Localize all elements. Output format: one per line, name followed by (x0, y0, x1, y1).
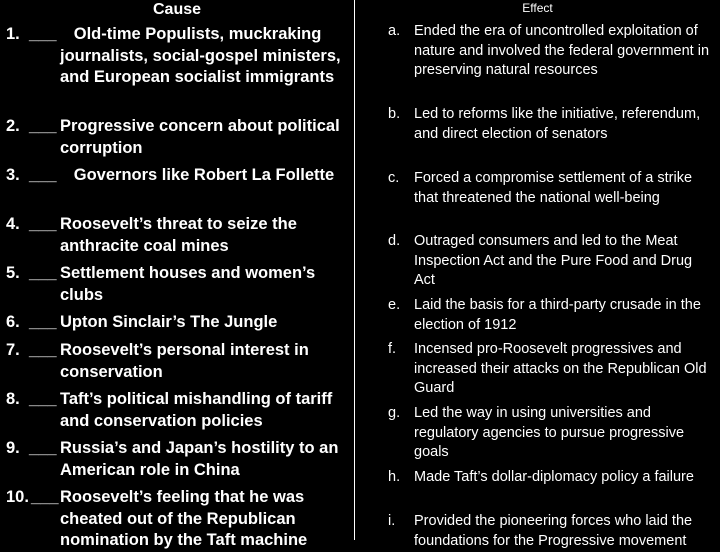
cause-text: Taft’s political mishandling of tariff and conservation policies (60, 390, 333, 430)
cause-text: Roosevelt’s feeling that he was cheated out of the Republican nomination by the Taft machine (60, 488, 308, 549)
cause-item (6, 116, 350, 159)
answer-blank[interactable]: ___ (29, 313, 57, 331)
answer-blank[interactable]: ___ (29, 215, 57, 233)
effect-letter: e. (388, 297, 401, 313)
effect-item (388, 22, 714, 81)
cause-item (6, 340, 350, 383)
cause-number: 4. (6, 215, 20, 233)
effect-letter: g. (388, 405, 401, 421)
effect-text: Forced a compromise settlement of a strike that threatened the national well-being (414, 170, 693, 206)
cause-item (6, 438, 350, 481)
answer-blank[interactable]: ___ (29, 166, 57, 184)
cause-header: Cause (152, 1, 202, 18)
effect-item (388, 468, 714, 488)
cause-number: 7. (6, 341, 20, 359)
answer-blank[interactable]: ___ (29, 390, 57, 408)
cause-text: Settlement houses and women’s clubs (60, 264, 316, 304)
cause-text: Roosevelt’s threat to seize the anthracite coal mines (60, 215, 297, 255)
cause-number: 10. (6, 488, 29, 506)
cause-text: Roosevelt’s personal interest in conservation (60, 341, 309, 381)
effect-item (388, 232, 714, 291)
cause-item (6, 165, 350, 187)
effect-letter: h. (388, 469, 401, 485)
cause-item (6, 263, 350, 306)
cause-text: Progressive concern about political corruption (60, 117, 340, 157)
column-divider (354, 0, 355, 540)
cause-number: 2. (6, 117, 20, 135)
cause-item (6, 389, 350, 432)
answer-blank[interactable]: ___ (29, 25, 57, 43)
effect-text: Led to reforms like the initiative, referendum, and direct election of senators (414, 106, 701, 142)
effect-text: Made Taft’s dollar-diplomacy policy a failure (414, 469, 694, 485)
cause-item (6, 312, 350, 334)
cause-number: 1. (6, 25, 20, 43)
cause-number: 3. (6, 166, 20, 184)
effect-text: Outraged consumers and led to the Meat Inspection Act and the Pure Food and Drug Act (414, 233, 693, 288)
effect-text: Led the way in using universities and regulatory agencies to pursue progressive goals (414, 405, 685, 460)
effect-item (388, 105, 714, 144)
answer-blank[interactable]: ___ (31, 488, 59, 506)
answer-blank[interactable]: ___ (29, 439, 57, 457)
cause-number: 5. (6, 264, 20, 282)
cause-text: Governors like Robert La Follette (60, 166, 335, 184)
effect-letter: c. (388, 170, 400, 186)
effect-text: Incensed pro-Roosevelt progressives and increased their attacks on the Republican Old Guard (414, 341, 707, 396)
effect-letter: b. (388, 106, 401, 122)
effect-item (388, 296, 714, 335)
effect-letter: f. (388, 341, 397, 357)
effect-letter: a. (388, 23, 401, 39)
effect-text: Ended the era of uncontrolled exploitation of nature and involved the federal government in preserving natural resources (414, 23, 710, 78)
cause-number: 6. (6, 313, 20, 331)
cause-number: 8. (6, 390, 20, 408)
effect-item (388, 340, 714, 399)
effect-item (388, 169, 714, 208)
cause-text: Old-time Populists, muckraking journalists, social-gospel ministers, and European socialist immigrants (60, 25, 346, 86)
effect-item (388, 404, 714, 463)
effect-item (388, 512, 714, 551)
cause-item (6, 487, 350, 552)
answer-blank[interactable]: ___ (29, 117, 57, 135)
effect-letter: d. (388, 233, 401, 249)
effect-text: Laid the basis for a third-party crusade in the election of 1912 (414, 297, 701, 333)
answer-blank[interactable]: ___ (29, 264, 57, 282)
effect-header: Effect (522, 1, 553, 15)
effect-text: Provided the pioneering forces who laid the foundations for the Progressive movement (414, 513, 693, 549)
cause-number: 9. (6, 439, 20, 457)
effect-letter: i. (388, 513, 396, 529)
cause-text: Upton Sinclair’s The Jungle (60, 313, 278, 331)
answer-blank[interactable]: ___ (29, 341, 57, 359)
cause-item (6, 24, 350, 89)
cause-text: Russia’s and Japan’s hostility to an American role in China (60, 439, 339, 479)
cause-item (6, 214, 350, 257)
